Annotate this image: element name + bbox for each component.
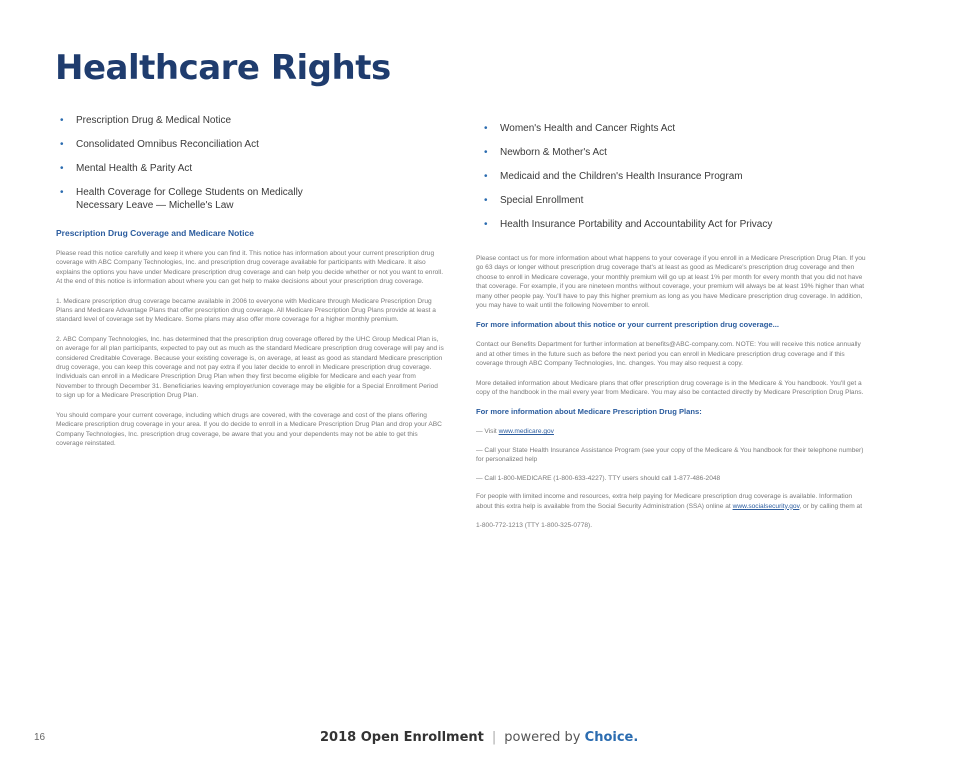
bullet-item: • Consolidated Omnibus Reconciliation Act xyxy=(56,138,346,151)
bullet-item: • Health Coverage for College Students on Medically Necessary Leave — Michelle's Law xyxy=(56,186,316,212)
bullet-item: • Health Insurance Portability and Accountability Act for Privacy xyxy=(480,218,860,231)
bullet-item: • Women's Health and Cancer Rights Act xyxy=(480,122,860,135)
paragraph: Please contact us for more information about what happens to your coverage if you enroll in a Medicare Prescription Drug Plan. If you go 63 days or longer without prescription drug coverage that's at least as good as Medicare's prescription drug coverage and then choose to enroll in Medicare coverage, your monthly premium will go up at least 1% per month for every month that you did not have that coverage. For example, if you are nineteen months without coverage, your premium will always be at least 19% higher than what many other people pay. You'll have to pay this higher premium as long as you have Medicare prescription drug coverage. In addition, you may have to wait until the following November to enroll. xyxy=(476,255,866,310)
powered-by-label: powered by xyxy=(504,730,581,745)
bullet-item: • Medicaid and the Children's Health Insurance Program xyxy=(480,170,860,183)
footer-branding xyxy=(320,730,650,745)
bullet-list-left xyxy=(56,114,346,223)
paragraph: More detailed information about Medicare plans that offer prescription drug coverage is in the Medicare & You handbook. You'll get a copy of the handbook in the mail every year from Medicare. You may also be contacted directly by Medicare Prescription Drug Plans. xyxy=(476,379,864,397)
paragraph: You should compare your current coverage, including which drugs are covered, with the coverage and cost of the plans offering Medicare prescription drug coverage in your area. If you do decide to enroll in a Medicare Prescription Drug Plan and drop your ABC Company Technologies, Inc. prescription drug coverage, be aware that you and your dependents may not be able to get this coverage reinstated. xyxy=(56,411,442,447)
bullet-item: • Newborn & Mother's Act xyxy=(480,146,860,159)
page-number: 16 xyxy=(34,732,46,743)
paragraph: 2. ABC Company Technologies, Inc. has determined that the prescription drug coverage offered by the UHC Group Medical Plan is, on average for all plan participants, expected to pay out as much as the standard Medicare prescription drug coverage will pay and is considered Creditable Coverage. Because your existing coverage is, on average, at least as good as standard Medicare prescription drug coverage, you can keep this coverage and not pay extra if you later decide to enroll in Medicare prescription drug coverage. Individuals can enroll in a Medicare Prescription Drug Plan when they first become eligible for Medicare and each year from November to through December 31. Beneficiaries leaving employer/union coverage may be eligible for a Special Enrollment Period to sign up for a Medicare Prescription Drug Plan. xyxy=(56,335,444,400)
medicare-link[interactable]: www.medicare.gov xyxy=(498,428,554,436)
footer xyxy=(0,730,960,750)
bullet-item: • Mental Health & Parity Act xyxy=(56,162,346,175)
dash-item: — Visit www.medicare.gov xyxy=(476,428,554,436)
bullet-list-right xyxy=(480,122,860,242)
paragraph: 1. Medicare prescription drug coverage became available in 2006 to everyone with Medicare through Medicare Prescription Drug Plans and Medicare Advantage Plans that offer prescription drug coverage. All Medicare Prescription Drug Plans provide at least a standard level of coverage set by Medicare. Some plans may also offer more coverage for a higher monthly premium. xyxy=(56,297,436,324)
paragraph-limited-income: For people with limited income and resources, extra help paying for Medicare prescription drug coverage is available. Information about this extra help is available from the Social Security Administration (SSA) online at www.socialsecurity.gov, or by calling them at xyxy=(476,493,863,510)
plans-heading: For more information about Medicare Prescription Drug Plans: xyxy=(476,407,702,417)
section-heading: Prescription Drug Coverage and Medicare Notice xyxy=(56,228,254,238)
brand-logo: Choice. xyxy=(584,730,639,745)
paragraph: Contact our Benefits Department for further information at benefits@ABC-company.com. NOTE: You will receive this notice annually and at other times in the future such as before the next period you can enroll in Medicare prescription drug coverage and if this coverage through ABC Company Technologies, Inc. changes. You may also request a copy. xyxy=(476,341,861,368)
footer-separator: | xyxy=(491,730,497,745)
bullet-item: • Special Enrollment xyxy=(480,194,860,207)
paragraph: Please read this notice carefully and keep it where you can find it. This notice has information about your current prescription drug coverage with ABC Company Technologies, Inc. and prescription drug coverage available for participants with Medicare. It also explains the options you have under Medicare prescription drug coverage and can help you decide whether or not you want to enroll. At the end of this notice is information about where you can get help to make decisions about your prescription drug coverage. xyxy=(56,250,444,286)
dash-item: — Call 1-800-MEDICARE (1-800-633-4227). TTY users should call 1-877-486-2048 xyxy=(476,474,721,482)
dash-item: — Call your State Health Insurance Assistance Program (see your copy of the Medicare & You handbook for their telephone number) for personalized help xyxy=(476,446,864,464)
phone-line: 1-800-772-1213 (TTY 1-800-325-0778). xyxy=(476,521,593,529)
page-title: Healthcare Rights xyxy=(55,48,391,88)
ssa-link[interactable]: www.socialsecurity.gov xyxy=(732,502,800,510)
left-column xyxy=(56,228,444,458)
event-label: 2018 Open Enrollment xyxy=(320,730,484,745)
bullet-item: • Prescription Drug & Medical Notice xyxy=(56,114,346,127)
notice-heading: For more information about this notice or your current prescription drug coverage... xyxy=(476,320,779,330)
right-column xyxy=(476,254,868,540)
